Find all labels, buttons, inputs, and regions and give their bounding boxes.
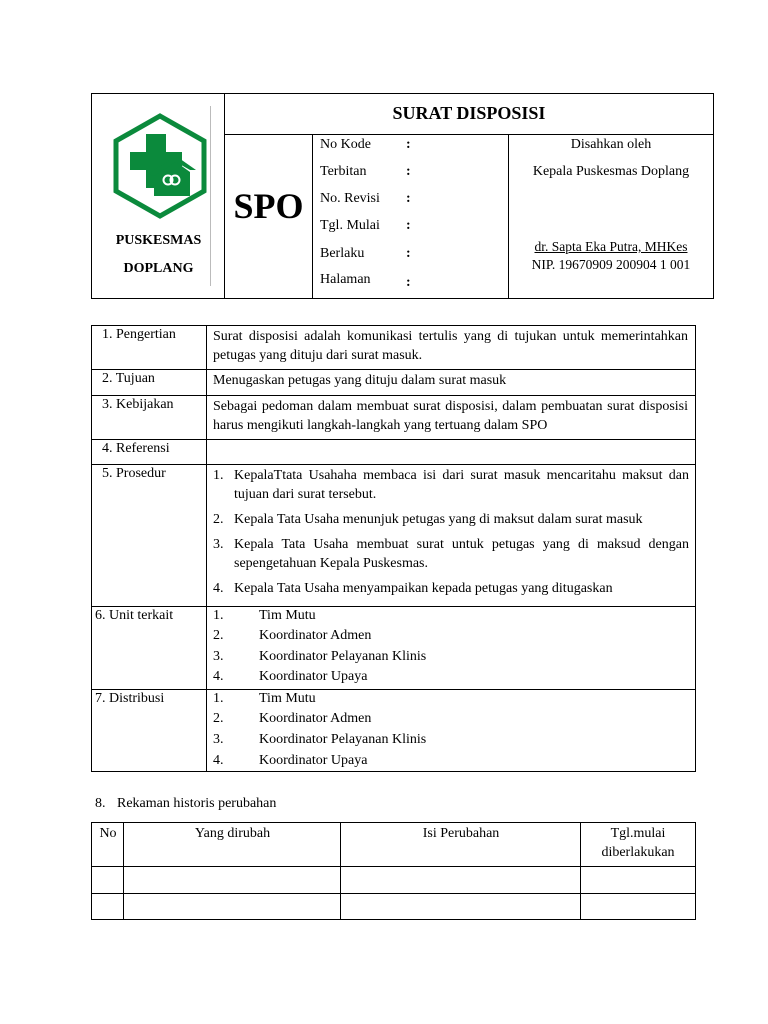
item-text: Koordinator Upaya — [259, 669, 368, 684]
row-prosedur — [92, 465, 695, 607]
field-label: Terbitan — [320, 164, 367, 179]
item-number: 4. — [213, 669, 224, 684]
field-label: No Kode — [320, 137, 371, 152]
spo-content-table — [91, 325, 696, 772]
field-colon: : — [406, 275, 411, 290]
row-divider — [92, 893, 695, 894]
row-content — [207, 440, 695, 464]
logo-cell — [92, 94, 225, 298]
header-yang-dirubah: Yang dirubah — [194, 826, 271, 841]
row-label: 3. Kebijakan — [92, 396, 207, 439]
logo-divider — [210, 106, 211, 286]
approval-role: Kepala Puskesmas Doplang — [532, 164, 690, 179]
field-label: No. Revisi — [320, 191, 380, 206]
item-number: 4. — [213, 753, 224, 768]
row-pengertian — [92, 326, 695, 370]
doc-fields-cell — [313, 135, 509, 298]
row-referensi — [92, 440, 695, 465]
approval-nip: NIP. 19670909 200904 1 001 — [531, 257, 691, 272]
item-text: Koordinator Admen — [259, 711, 372, 726]
distribution-list — [207, 690, 695, 772]
spo-header-table — [91, 93, 714, 299]
step-number: 1. — [213, 468, 224, 483]
header-isi-perubahan: Isi Perubahan — [422, 826, 500, 841]
step-text: KepalaTtata Usahaha membaca isi dari surat masuk mencaritahu maksut dan tujuan dari surat tersebut. — [234, 468, 689, 502]
row-label: 6. Unit terkait — [92, 607, 207, 689]
step-number: 4. — [213, 581, 224, 596]
item-text: Koordinator Upaya — [259, 753, 368, 768]
row-content: Menugaskan petugas yang dituju dalam surat masuk — [213, 373, 507, 388]
document-title: SURAT DISPOSISI — [392, 103, 546, 123]
procedure-step — [213, 535, 689, 573]
procedure-step — [213, 510, 689, 529]
row-content: Sebagai pedoman dalam membuat surat disposisi, dalam pembuatan surat disposisi harus mengikuti langkah-langkah yang tertuang dalam SPO — [213, 399, 688, 433]
row-label: 7. Distribusi — [92, 690, 207, 772]
field-colon: : — [406, 164, 411, 179]
header-line: Tgl.mulai — [610, 826, 666, 841]
row-label: 5. Prosedur — [92, 465, 207, 606]
row-label: 1. Pengertian — [92, 326, 207, 369]
header-no: No — [99, 826, 117, 841]
revision-history-table — [91, 822, 696, 920]
item-text: Koordinator Pelayanan Klinis — [259, 732, 427, 747]
procedure-list — [207, 465, 695, 606]
row-tujuan — [92, 370, 695, 396]
item-number: 1. — [213, 608, 224, 623]
item-text: Tim Mutu — [259, 691, 316, 706]
item-text: Tim Mutu — [259, 608, 316, 623]
item-text: Koordinator Admen — [259, 628, 372, 643]
section-title: Rekaman historis perubahan — [117, 796, 277, 811]
field-colon: : — [406, 137, 411, 152]
approval-heading: Disahkan oleh — [570, 137, 652, 152]
item-text: Koordinator Pelayanan Klinis — [259, 649, 427, 664]
approval-cell — [509, 135, 713, 298]
approval-signatory: dr. Sapta Eka Putra, MHKes — [534, 239, 688, 254]
field-label: Tgl. Mulai — [320, 218, 380, 233]
row-distribusi — [92, 690, 695, 772]
header-line: diberlakukan — [601, 845, 675, 860]
row-unit-terkait — [92, 607, 695, 690]
step-number: 2. — [213, 512, 224, 527]
item-number: 3. — [213, 649, 224, 664]
unit-list — [207, 607, 695, 689]
item-number: 1. — [213, 691, 224, 706]
item-number: 3. — [213, 732, 224, 747]
item-number: 2. — [213, 628, 224, 643]
org-name-line1: PUSKESMAS — [115, 233, 202, 248]
field-colon: : — [406, 246, 411, 261]
row-divider — [92, 866, 695, 867]
doc-type-label: SPO — [233, 186, 304, 226]
field-colon: : — [406, 191, 411, 206]
step-text: Kepala Tata Usaha membuat surat untuk petugas yang di maksud dengan sepengetahuan Kepala Puskesmas. — [234, 537, 689, 571]
row-content: Surat disposisi adalah komunikasi tertulis yang di tujukan untuk memerintahkan petugas yang dituju dari surat masuk. — [213, 329, 688, 363]
procedure-step — [213, 579, 689, 598]
row-kebijakan — [92, 396, 695, 440]
field-colon: : — [406, 218, 411, 233]
puskesmas-logo-icon — [110, 112, 210, 222]
step-number: 3. — [213, 537, 224, 552]
header-tgl-mulai — [581, 823, 695, 862]
org-name-line2: DOPLANG — [123, 261, 194, 276]
step-text: Kepala Tata Usaha menunjuk petugas yang di maksut dalam surat masuk — [234, 512, 643, 527]
step-text: Kepala Tata Usaha menyampaikan kepada petugas yang ditugaskan — [234, 581, 613, 596]
row-label: 4. Referensi — [92, 440, 207, 464]
procedure-step — [213, 466, 689, 504]
field-label: Halaman — [320, 272, 371, 287]
doc-type-cell — [225, 135, 313, 298]
field-label: Berlaku — [320, 246, 365, 261]
row-label: 2. Tujuan — [92, 370, 207, 395]
section-number: 8. — [95, 796, 106, 811]
item-number: 2. — [213, 711, 224, 726]
title-cell — [225, 94, 713, 135]
